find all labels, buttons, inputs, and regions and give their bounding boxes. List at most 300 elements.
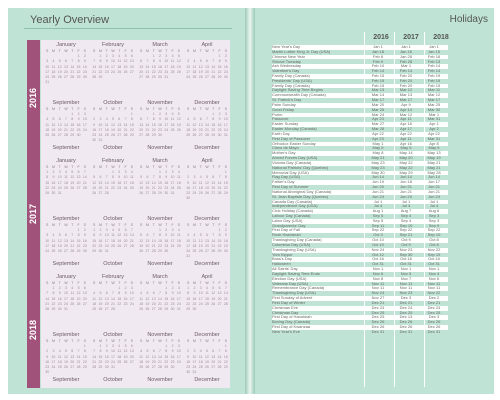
month-december-label	[185, 145, 229, 155]
day-cell: 19	[211, 296, 216, 301]
day-cell: 25	[139, 307, 144, 312]
holiday-name: Good Friday	[272, 108, 364, 113]
holiday-date-2018: Feb 19	[420, 74, 448, 79]
day-cell: 28	[223, 301, 228, 306]
day-cell: 17	[123, 180, 128, 185]
day-cell: 21	[45, 301, 50, 306]
weekday-letter: S	[224, 49, 228, 53]
day-cell: 30	[104, 365, 109, 370]
day-cell: 31	[104, 249, 109, 254]
day-cell: 10	[170, 175, 175, 180]
day-cell: 23	[186, 191, 191, 196]
weekday-letter: S	[130, 49, 134, 53]
weekday-letter: T	[58, 49, 61, 53]
day-cell: 13	[211, 354, 216, 359]
day-cell: 17	[170, 180, 175, 185]
holiday-date-2018: May 21	[420, 166, 448, 171]
holiday-date-2017: Nov 1	[392, 267, 420, 272]
holiday-date-2017: May 29	[392, 171, 420, 176]
month-march	[138, 42, 182, 97]
holiday-date-2018: Jul 1	[420, 200, 448, 205]
holiday-date-2017: Apr 16	[392, 122, 420, 127]
day-cell: 3	[187, 233, 190, 238]
holiday-name: Martin Luther King Jr. Day (USA)	[272, 50, 364, 55]
day-cell: 6	[105, 291, 108, 296]
day-cell: 11	[177, 233, 181, 238]
day-cell: 4	[52, 233, 55, 238]
day-cell: 29	[76, 249, 81, 254]
weekday-letter: S	[186, 165, 190, 169]
holiday-date-2016: May 21	[364, 156, 392, 161]
day-cell: 11	[45, 122, 49, 127]
month-name: October	[103, 377, 123, 383]
page-title-holidays: Holidays	[449, 14, 488, 25]
holiday-date-2018: Feb 14	[420, 64, 448, 69]
weekday-letter: T	[165, 49, 168, 53]
day-cell: 11	[57, 354, 62, 359]
day-cell: 24	[45, 249, 50, 254]
day-cell: 12	[111, 122, 115, 127]
holiday-date-2016: Mar 14	[364, 93, 392, 98]
day-cell: 15	[151, 122, 156, 127]
weekday-letter: W	[205, 281, 209, 285]
weekday-letter: S	[139, 107, 143, 111]
holiday-name: Rosh Hashanah	[272, 233, 364, 238]
day-cell: 1	[99, 54, 102, 58]
day-cell: 23	[158, 69, 162, 74]
day-cell: 2	[118, 170, 121, 174]
day-cell: 31	[57, 191, 62, 196]
day-cell: 5	[58, 233, 61, 238]
weekday-letter: S	[139, 339, 143, 343]
day-cell: 17	[164, 122, 169, 127]
day-cell: 26	[176, 69, 181, 74]
day-cell: 13	[205, 238, 209, 243]
holiday-date-2018: Oct 31	[420, 262, 448, 267]
weekday-letter: S	[92, 49, 96, 53]
holiday-date-2016: Jun 19	[364, 180, 392, 185]
weekday-letter: S	[177, 165, 181, 169]
weekday-letter: F	[171, 165, 174, 169]
day-cell: 5	[193, 117, 196, 122]
weekday-letter: F	[171, 281, 174, 285]
day-cell: 30	[164, 249, 169, 254]
holiday-date-2018: Apr 8	[420, 142, 448, 147]
day-cell: 10	[82, 117, 87, 122]
day-cell: 9	[224, 233, 227, 238]
day-cell: 30	[92, 138, 97, 143]
day-cell: 9	[105, 349, 108, 354]
holiday-date-2017: Jun 18	[392, 180, 420, 185]
month-name: April	[201, 42, 213, 48]
day-cell: 28	[76, 365, 81, 370]
day-cell: 22	[111, 185, 115, 190]
day-cell: 20	[98, 185, 103, 190]
day-cell: 9	[58, 291, 61, 296]
day-cell: 7	[46, 291, 49, 296]
day-cell: 21	[76, 359, 81, 364]
holiday-name: Presidents' Day (USA)	[272, 79, 364, 84]
day-cell: 2	[83, 54, 86, 58]
day-cell: 6	[71, 349, 74, 354]
holiday-date-2017: Nov 11	[392, 282, 420, 287]
day-cell: 5	[58, 59, 61, 64]
day-cell: 11	[70, 291, 75, 296]
day-cell: 31	[176, 307, 181, 312]
day-cell: 28	[92, 365, 97, 370]
holiday-date-2017: Nov 11	[392, 286, 420, 291]
weekday-letter: T	[165, 165, 168, 169]
holiday-date-2017: Mar 1	[392, 64, 420, 69]
day-cell: 7	[105, 175, 108, 180]
weekday-letter: S	[130, 223, 134, 227]
day-cell: 1	[152, 112, 155, 116]
day-cell: 14	[111, 296, 115, 301]
day-cell: 24	[164, 127, 169, 132]
day-cell: 21	[64, 127, 68, 132]
holiday-date-2017: Dec 25	[392, 311, 420, 316]
holiday-date-2016: Jun 20	[364, 185, 392, 190]
day-cell: 24	[176, 301, 181, 306]
day-cell: 23	[57, 301, 62, 306]
day-cell: 9	[83, 59, 86, 64]
holiday-date-2018: Apr 1	[420, 122, 448, 127]
day-cell: 17	[164, 64, 169, 69]
month-name: December	[194, 216, 220, 222]
month-december-label	[185, 261, 229, 271]
month-february	[91, 158, 135, 213]
weekday-letter: F	[218, 339, 221, 343]
day-cell: 22	[223, 359, 228, 364]
day-cell: 28	[82, 185, 87, 190]
day-cell: 11	[170, 117, 175, 122]
day-cell: 26	[123, 69, 128, 74]
holiday-name: Flag Day (USA)	[272, 175, 364, 180]
day-cell: 22	[129, 127, 134, 132]
weekday-letter: S	[83, 223, 87, 227]
holiday-year-header-2016: 2016	[373, 34, 389, 41]
month-name: January	[56, 158, 76, 164]
day-cell: 20	[205, 69, 209, 74]
month-october-label	[91, 377, 135, 387]
weekday-letter: T	[152, 223, 155, 227]
day-cell: 8	[218, 233, 221, 238]
holiday-date-2017: Jun 24	[392, 195, 420, 200]
day-cell: 16	[186, 359, 191, 364]
day-cell: 26	[98, 307, 103, 312]
day-cell: 1	[218, 228, 221, 232]
weekday-letter: T	[118, 281, 121, 285]
day-cell: 19	[192, 127, 197, 132]
day-cell: 23	[164, 185, 169, 190]
day-cell: 17	[98, 127, 103, 132]
day-cell: 19	[111, 127, 115, 132]
holiday-date-2017: Sep 21	[392, 233, 420, 238]
day-cell: 14	[223, 291, 228, 296]
weekday-letter: S	[177, 107, 181, 111]
page-title-yearly-overview: Yearly Overview	[30, 14, 110, 26]
holiday-date-2018: Dec 26	[420, 320, 448, 325]
day-cell: 5	[206, 175, 208, 180]
holiday-name: Veterans Day (USA)	[272, 282, 364, 287]
day-cell: 28	[145, 133, 150, 138]
weekday-letter: T	[71, 223, 74, 227]
day-cell: 1	[159, 170, 161, 174]
day-cell: 6	[212, 349, 215, 354]
holiday-name: St. Patrick's Day	[272, 98, 364, 103]
day-cell: 27	[129, 69, 134, 74]
weekday-letter: M	[98, 281, 102, 285]
day-cell: 23	[223, 69, 228, 74]
day-cell: 19	[64, 359, 68, 364]
holiday-year-header-2017: 2017	[403, 34, 419, 41]
weekday-letter: F	[77, 107, 80, 111]
day-cell: 1	[52, 286, 55, 290]
day-cell: 8	[224, 175, 227, 180]
day-cell: 14	[151, 238, 156, 243]
day-cell: 21	[111, 301, 115, 306]
day-cell: 6	[65, 59, 67, 64]
weekday-letter: M	[98, 165, 102, 169]
holiday-name: Family Day (Canada)	[272, 74, 364, 79]
day-cell: 22	[223, 185, 228, 190]
day-cell: 1	[71, 112, 74, 116]
day-cell: 20	[151, 359, 156, 364]
holiday-date-2017: Jun 14	[392, 175, 420, 180]
day-grid	[138, 54, 182, 79]
day-cell: 22	[158, 185, 162, 190]
day-cell: 16	[158, 64, 162, 69]
day-cell: 17	[111, 354, 115, 359]
day-cell: 15	[45, 180, 50, 185]
holiday-date-2018: Nov 1	[420, 267, 448, 272]
day-cell: 12	[205, 354, 209, 359]
day-cell: 13	[64, 64, 68, 69]
day-cell: 25	[64, 185, 68, 190]
day-cell: 21	[151, 185, 156, 190]
day-cell: 6	[140, 117, 143, 122]
holiday-date-2018: Nov 22	[420, 248, 448, 253]
day-grid	[138, 170, 182, 195]
holiday-date-2018: Mar 25	[420, 103, 448, 108]
day-cell: 13	[211, 180, 216, 185]
day-cell: 30	[170, 307, 175, 312]
weekday-letter: T	[118, 49, 121, 53]
day-cell: 10	[176, 291, 181, 296]
day-cell: 7	[124, 117, 127, 122]
holiday-date-2016: Sep 22	[364, 228, 392, 233]
day-cell: 18	[111, 238, 115, 243]
month-name: February	[101, 158, 124, 164]
holiday-date-2018: Dec 31	[420, 330, 448, 335]
day-cell: 10	[176, 349, 181, 354]
holiday-name: Thanksgiving Day (USA)	[272, 248, 364, 253]
day-cell: 2	[165, 170, 168, 174]
day-cell: 20	[57, 127, 62, 132]
holiday-date-2017: Dec 26	[392, 320, 420, 325]
day-cell: 26	[176, 127, 181, 132]
weekday-letter: W	[64, 223, 68, 227]
weekday-letter: M	[145, 49, 149, 53]
day-cell: 24	[111, 359, 115, 364]
day-cell: 27	[64, 75, 68, 80]
holiday-date-2016: Nov 27	[364, 296, 392, 301]
month-march	[138, 158, 182, 213]
year-label-2018: 2018	[28, 319, 39, 341]
day-cell: 26	[145, 365, 150, 370]
holiday-date-2016: Feb 8	[364, 55, 392, 60]
day-cell: 15	[158, 238, 162, 243]
day-cell: 2	[46, 349, 49, 354]
day-cell: 12	[139, 238, 144, 243]
weekday-letter: T	[212, 49, 215, 53]
day-cell: 14	[92, 64, 97, 69]
weekday-letter: T	[71, 281, 74, 285]
day-cell: 22	[98, 69, 103, 74]
day-cell: 31	[111, 365, 115, 370]
day-cell: 7	[206, 117, 208, 122]
weekday-letter: T	[58, 107, 61, 111]
day-cell: 23	[170, 301, 175, 306]
weekday-letter: S	[92, 223, 96, 227]
day-cell: 9	[99, 233, 102, 238]
day-cell: 13	[205, 64, 209, 69]
day-cell: 2	[83, 228, 86, 232]
day-cell: 17	[170, 238, 175, 243]
holiday-name: First Day of Kwanzaa	[272, 325, 364, 330]
day-cell: 26	[57, 75, 62, 80]
weekday-letter: W	[111, 49, 115, 53]
day-cell: 31	[64, 307, 68, 312]
day-cell: 28	[129, 243, 134, 248]
day-cell: 15	[164, 296, 169, 301]
day-cell: 20	[211, 185, 216, 190]
day-cell: 20	[117, 127, 122, 132]
holiday-date-2018: Sep 3	[420, 214, 448, 219]
day-cell: 12	[123, 349, 128, 354]
day-cell: 6	[218, 286, 221, 290]
holiday-name: Daylight Saving Time Ends	[272, 272, 364, 277]
holiday-name: First Day of Passover	[272, 137, 364, 142]
weekday-letter: S	[92, 339, 96, 343]
holiday-date-2018: Mar 30	[420, 108, 448, 113]
day-cell: 27	[217, 301, 222, 306]
day-cell: 29	[70, 133, 75, 138]
day-cell: 11	[51, 238, 56, 243]
day-cell: 11	[205, 291, 209, 296]
day-cell: 12	[198, 238, 203, 243]
holiday-date-2016: Oct 10	[364, 243, 392, 248]
day-cell: 14	[45, 296, 50, 301]
day-cell: 8	[71, 117, 74, 122]
weekday-letter: W	[111, 107, 115, 111]
day-cell: 11	[186, 122, 190, 127]
day-cell: 1	[159, 228, 161, 232]
day-cell: 10	[111, 59, 115, 64]
weekday-letter: W	[111, 165, 115, 169]
day-cell: 7	[112, 291, 114, 296]
day-cell: 6	[146, 233, 149, 238]
weekday-letter: W	[205, 223, 209, 227]
day-cell: 23	[223, 243, 228, 248]
holiday-date-2017: Oct 9	[392, 243, 420, 248]
day-cell: 18	[170, 64, 175, 69]
day-cell: 6	[199, 117, 202, 122]
holiday-date-2016: Dec 26	[364, 320, 392, 325]
day-cell: 7	[159, 349, 161, 354]
day-cell: 4	[58, 349, 61, 354]
holiday-date-2018: Oct 8	[420, 243, 448, 248]
year-label-2016: 2016	[28, 87, 39, 109]
weekday-letter: T	[165, 223, 168, 227]
day-cell: 16	[158, 122, 162, 127]
day-cell: 4	[199, 349, 202, 354]
day-cell: 2	[124, 286, 127, 290]
day-cell: 23	[117, 185, 122, 190]
day-cell: 15	[111, 180, 115, 185]
day-cell: 16	[76, 122, 81, 127]
holiday-date-2016: Jun 14	[364, 175, 392, 180]
day-cell: 26	[145, 307, 150, 312]
day-cell: 10	[45, 64, 50, 69]
day-cell: 14	[217, 180, 222, 185]
weekday-letter: S	[45, 165, 49, 169]
weekday-letter: F	[124, 49, 127, 53]
day-cell: 19	[70, 180, 75, 185]
holiday-date-2018: Feb 13	[420, 59, 448, 64]
holiday-date-2018: Sep 22	[420, 228, 448, 233]
weekday-letter: M	[98, 339, 102, 343]
weekday-letter: T	[118, 339, 121, 343]
day-cell: 3	[171, 170, 174, 174]
holiday-name: First Day of Hanukkah	[272, 315, 364, 320]
holiday-date-2018: Nov 11	[420, 282, 448, 287]
day-cell: 14	[158, 354, 162, 359]
day-grid	[138, 112, 182, 137]
day-cell: 7	[83, 170, 86, 174]
day-cell: 11	[192, 238, 197, 243]
day-cell: 2	[218, 112, 221, 116]
holiday-date-2017: Nov 23	[392, 291, 420, 296]
day-cell: 22	[217, 243, 222, 248]
day-cell: 26	[211, 301, 216, 306]
day-cell: 18	[117, 354, 122, 359]
day-cell: 19	[145, 359, 150, 364]
day-cell: 30	[45, 370, 50, 375]
day-cell: 7	[218, 175, 221, 180]
day-cell: 8	[112, 175, 114, 180]
holiday-name: Boxing Day (Canada)	[272, 320, 364, 325]
day-cell: 21	[123, 127, 128, 132]
day-cell: 5	[199, 233, 202, 238]
day-cell: 18	[192, 69, 197, 74]
weekday-letter: S	[224, 165, 228, 169]
day-grid	[185, 344, 229, 374]
day-cell: 23	[158, 127, 162, 132]
holiday-date-2018: Apr 22	[420, 132, 448, 137]
day-cell: 18	[176, 238, 181, 243]
day-grid	[44, 286, 88, 311]
day-cell: 19	[98, 301, 103, 306]
day-cell: 1	[77, 228, 80, 232]
month-name: September	[52, 145, 80, 151]
day-cell: 28	[217, 365, 222, 370]
day-cell: 14	[129, 233, 134, 238]
day-cell: 8	[46, 175, 49, 180]
day-cell: 22	[76, 243, 81, 248]
weekday-letter: S	[139, 165, 143, 169]
day-cell: 9	[165, 175, 168, 180]
